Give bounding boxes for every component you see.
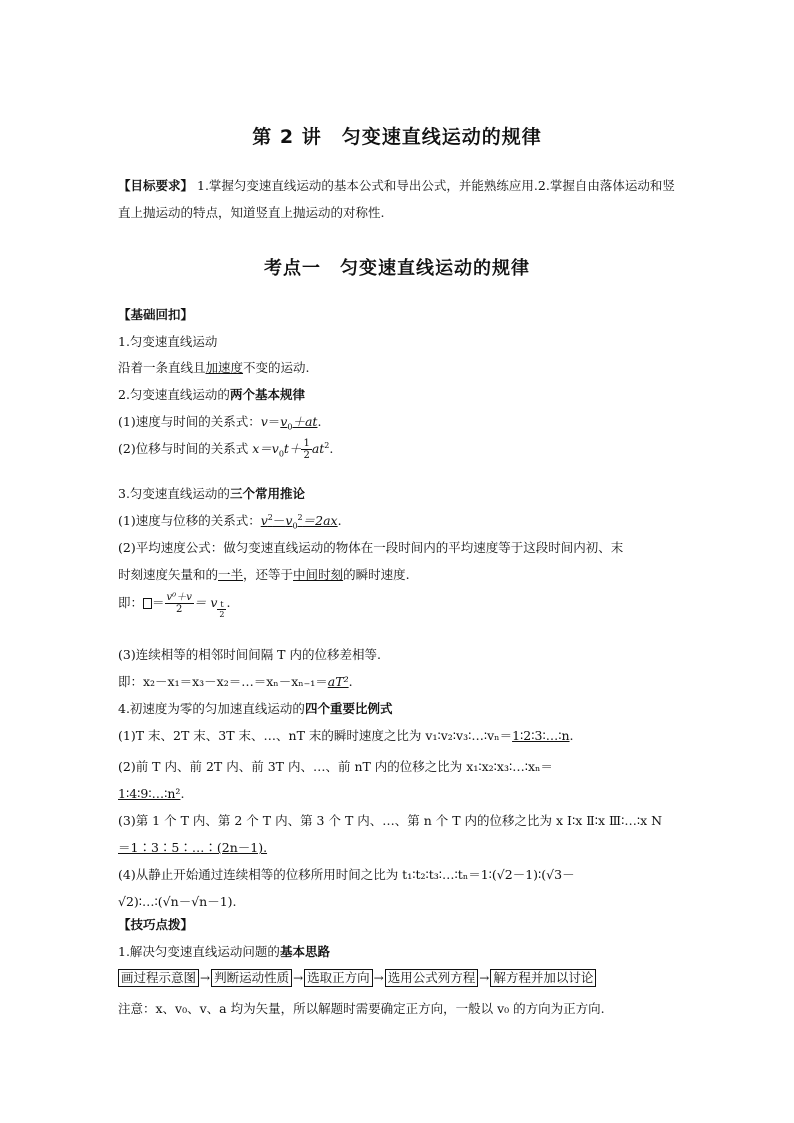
f4-fraction: $\frac{\text{v⁰＋v}}{2}$	[166, 592, 192, 615]
avg-velocity-symbol	[143, 598, 152, 609]
f2-fraction: $\frac{1}{2}$	[303, 438, 310, 461]
f4-subscript: $\frac{t}{2}$	[219, 600, 225, 619]
heading-1: 1.匀变速直线运动	[118, 334, 218, 349]
f2-var: x	[252, 441, 260, 456]
formula-5b: 即：x₂－x₁＝x₃－x₂＝…＝xₙ－xₙ₋₁＝aT².	[118, 674, 353, 689]
flow-step-1: 画过程示意图	[118, 969, 199, 987]
heading-3	[118, 484, 676, 502]
skills-label: 【技巧点拨】	[118, 917, 194, 932]
section-title: 考点一 匀变速直线运动的规律	[264, 258, 530, 279]
f1-label: (1)速度与时间的关系式：	[118, 414, 261, 429]
h3-text: 3.匀变速直线运动的	[118, 486, 230, 501]
ratio-2: (2)前 T 内、前 2T 内、前 3T 内、…、前 nT 内的位移之比为 x₁∶x₂∶x₃∶…∶xₙ＝ 1∶4∶9∶…∶n².	[118, 759, 553, 801]
f3-eq: $v^2-v_0^2=2ax$	[260, 512, 338, 531]
flow-step-2: 判断运动性质	[211, 969, 292, 987]
flow-step-4: 选用公式列方程	[385, 969, 479, 987]
formula-5: (3)连续相等的相邻时间间隔 T 内的位移差相等.	[118, 647, 381, 662]
p1-underline: 加速度	[205, 360, 244, 375]
goal-label: 【目标要求】	[118, 178, 194, 193]
flow-step-5: 解方程并加以讨论	[490, 969, 596, 987]
p1-text-a: 沿着一条直线且	[118, 360, 206, 375]
arrow-right-icon: →	[373, 971, 384, 985]
approach-flow	[118, 969, 676, 987]
heading-5: 1.解决匀变速直线运动问题的基本思路	[118, 944, 330, 959]
underline-half: 一半	[218, 567, 244, 582]
h3-bold: 三个常用推论	[229, 486, 305, 501]
f3-label: (1)速度与位移的关系式：	[118, 513, 261, 528]
f2-t: t＋	[283, 441, 302, 456]
basics-label: 【基础回扣】	[118, 307, 194, 322]
heading-4: 4.初速度为零的匀加速直线运动的四个重要比例式	[118, 701, 393, 716]
f2-label: (2)位移与时间的关系式	[118, 441, 253, 456]
f4-eq: ＝ v	[193, 595, 218, 610]
heading-2	[118, 385, 676, 403]
lecture-title: 第 2 讲 匀变速直线运动的规律	[252, 126, 542, 148]
ratio-1: (1)T 末、2T 末、3T 末、…、nT 末的瞬时速度之比为 v₁∶v₂∶v₃∶…∶vₙ＝1∶2∶3∶…∶n.	[118, 728, 574, 743]
formula-4-equation: 即： ＝ $\frac{\text{v⁰＋v}}{2}$ ＝ v $\frac{t}{2}$ .	[118, 592, 231, 619]
f2-at: at	[311, 441, 325, 456]
f1-rhs: $v_0+at$	[280, 414, 318, 432]
arrow-right-icon: →	[200, 971, 211, 985]
formula-4-line2: 时刻速度矢量和的一半，还等于中间时刻的瞬时速度.	[118, 567, 410, 582]
goal-paragraph	[118, 172, 676, 226]
formula-1: (1)速度与时间的关系式：$v=v_0+at$.	[118, 414, 322, 432]
formula-2: (2)位移与时间的关系式 $x=v_0t+$ $\frac{1}{2}$ $at^2$.	[118, 438, 334, 461]
h2-text: 2.匀变速直线运动的	[118, 387, 230, 402]
p1-text-b: 不变的运动.	[243, 360, 310, 375]
flow-step-3: 选取正方向	[304, 969, 373, 987]
h2-bold: 两个基本规律	[229, 387, 305, 402]
arrow-right-icon: →	[479, 971, 490, 985]
formula-3: (1)速度与位移的关系式：$v^2-v_0^2=2ax$.	[118, 512, 342, 531]
goal-text: 1.掌握匀变速直线运动的基本公式和导出公式，并能熟练应用.2.掌握自由落体运动和竖直上抛运动的特点，知道竖直上抛运动的对称性.	[118, 178, 675, 220]
f2-rhs: ＝v	[259, 441, 279, 456]
arrow-right-icon: →	[293, 971, 304, 985]
underline-mid-time: 中间时刻	[293, 567, 344, 582]
formula-4-line1: (2)平均速度公式：做匀变速直线运动的物体在一段时间内的平均速度等于这段时间内初、末	[118, 540, 624, 555]
f1-var: v	[260, 414, 268, 429]
ratio-3: (3)第 1 个 T 内、第 2 个 T 内、第 3 个 T 内、…、第 n 个 T 内的位移之比为 x Ⅰ∶x Ⅱ∶x Ⅲ∶…∶x N ＝1∶3∶5∶…∶(2n－1).	[118, 813, 663, 855]
ratio-4: (4)从静止开始通过连续相等的位移所用时间之比为 t₁∶t₂∶t₃∶…∶tₙ＝1∶(√2－1)∶(√3－ √2)∶…∶(√n－√n－1).	[118, 867, 575, 909]
paragraph-1	[118, 358, 676, 376]
note-paragraph: 注意：x、v₀、v、a 均为矢量，所以解题时需要确定正方向，一般以 v₀ 的方向为正方向.	[118, 1001, 605, 1016]
